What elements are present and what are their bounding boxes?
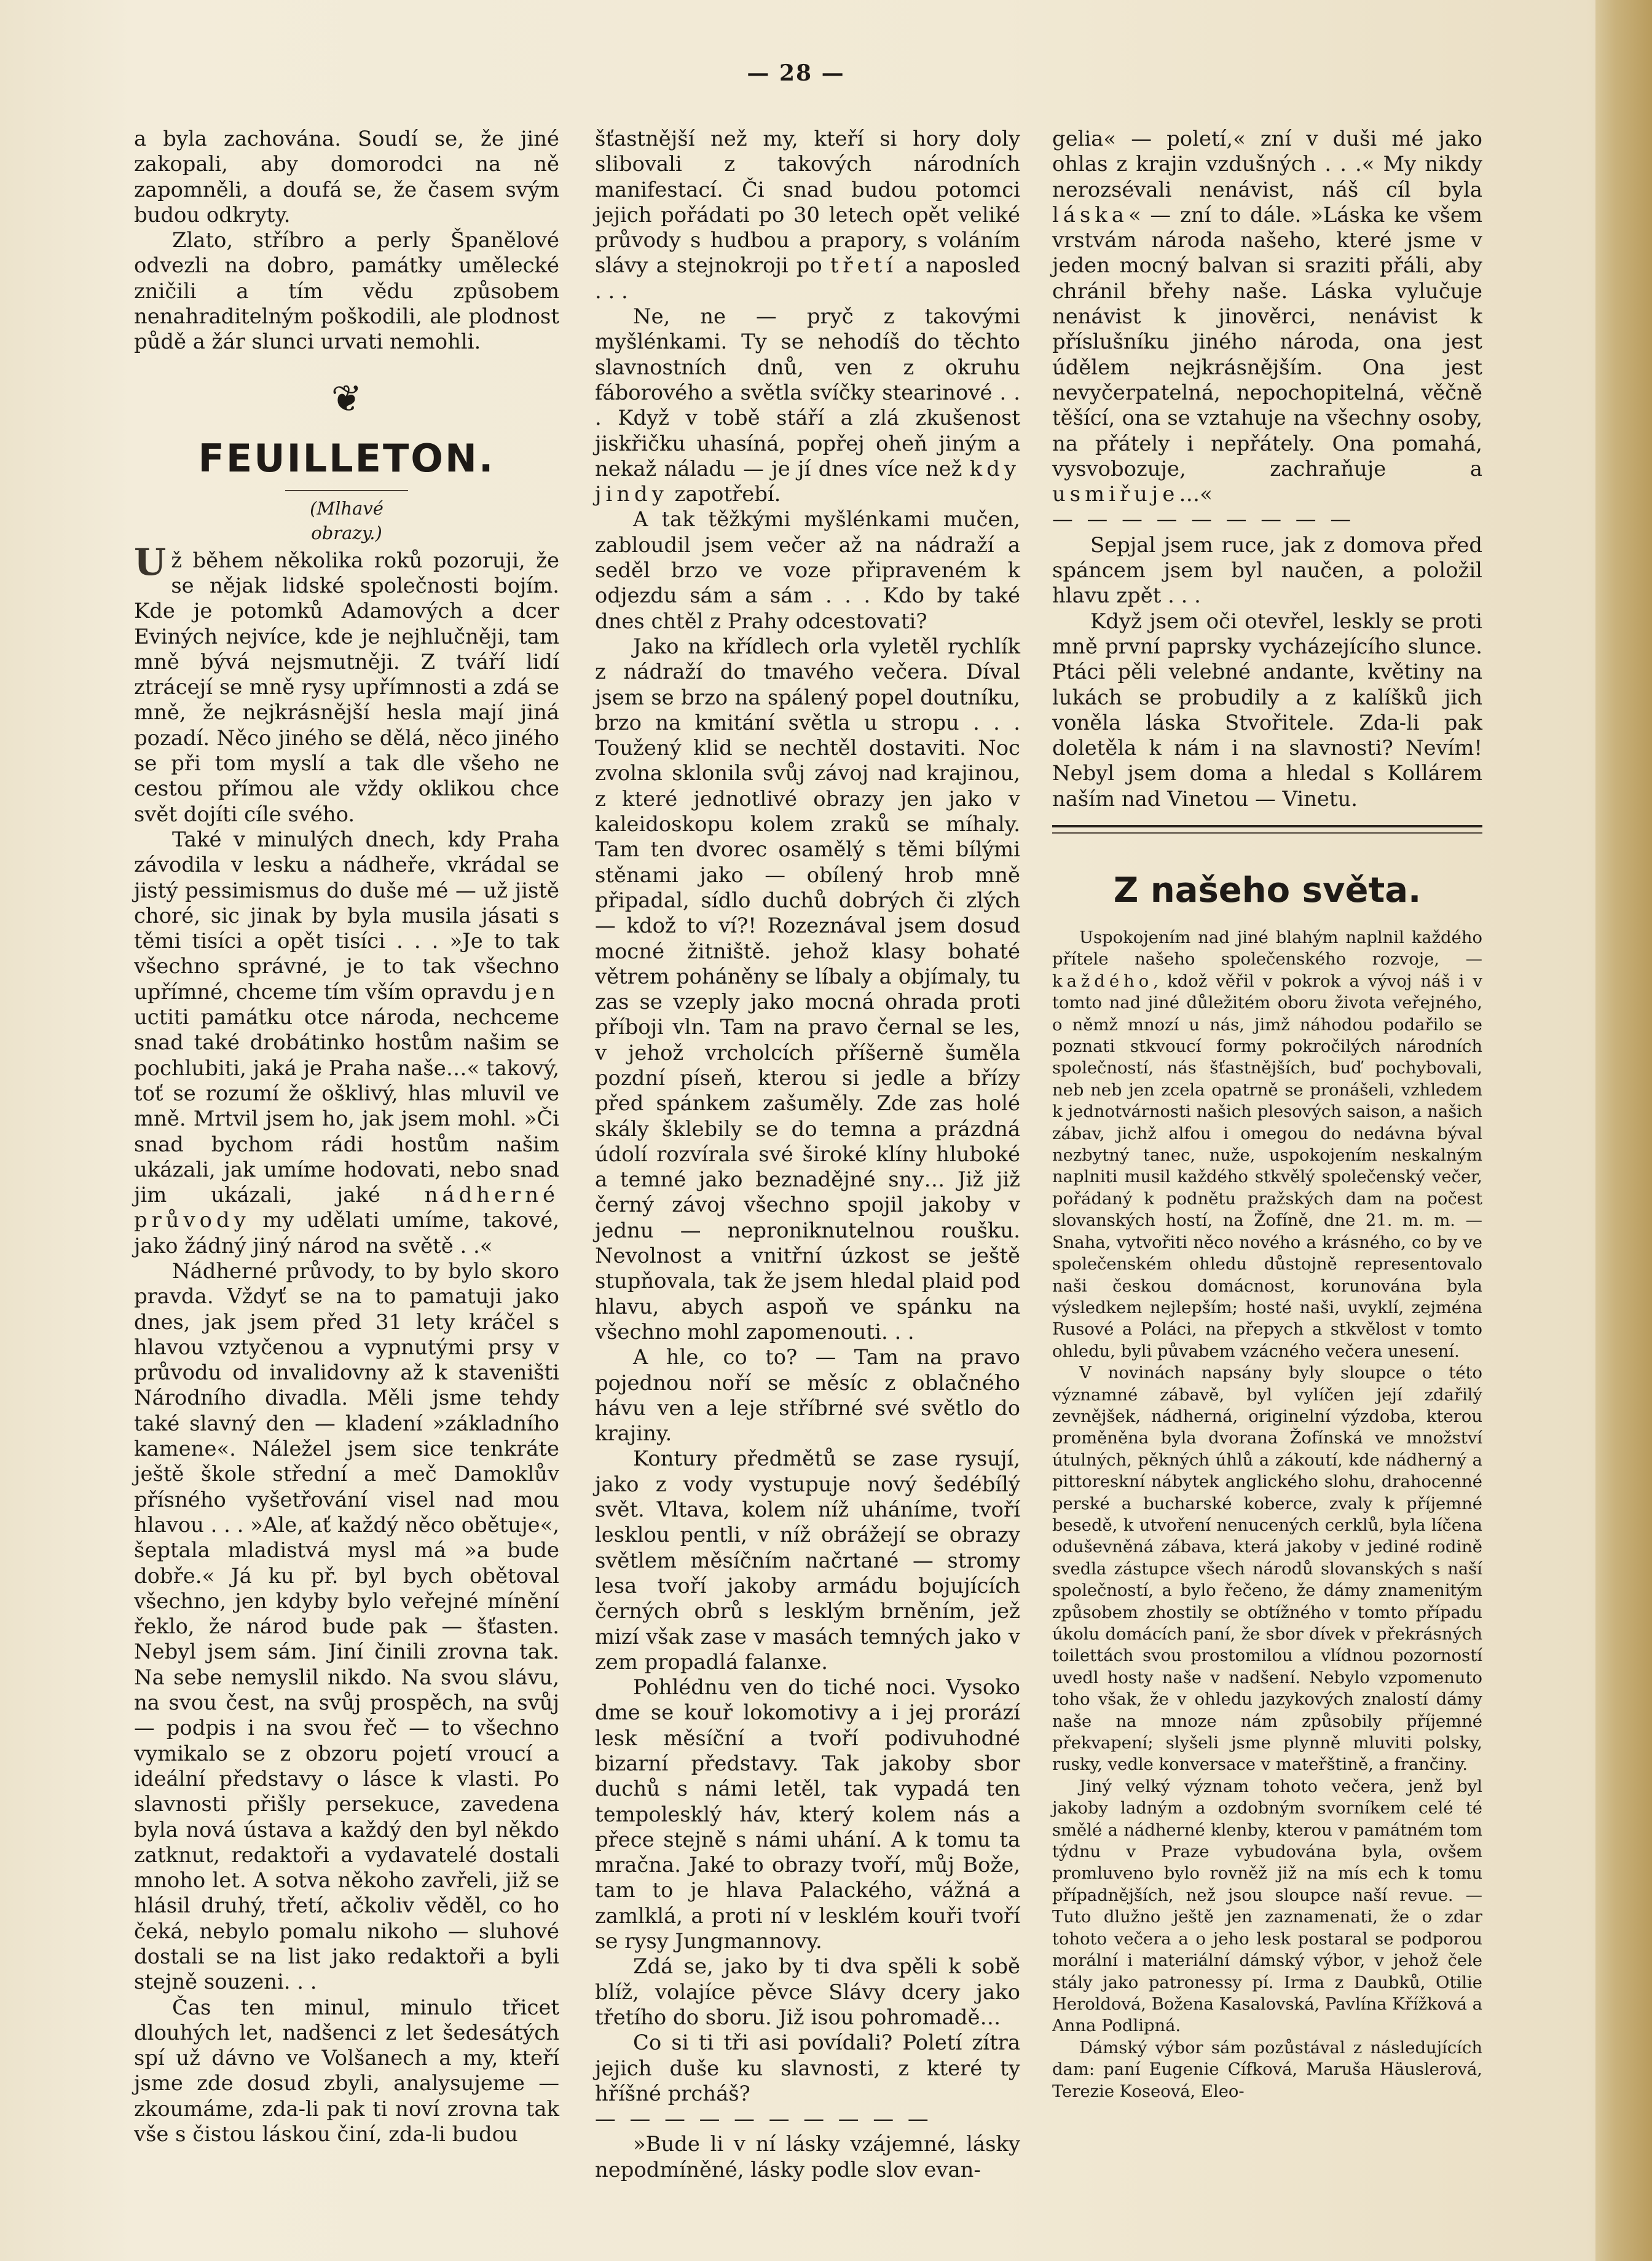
section-body [1052,927,1482,2102]
paragraph: Čas ten minul, minulo třicet dlouhých let, nadšenci z let šedesátých spí už dávno ve Volšanech a my, kteří jsme zde dosud zbyli, analysujeme — zkoumáme, zda-li pak ti noví zrovna tak vše s čistou láskou činí, zda-li budou [134,1995,559,2147]
feuilleton-heading: FEUILLETON. [198,435,495,481]
section-heading: Z našeho světa. [1113,870,1422,911]
paragraph: Kontury předmětů se zase rysují, jako z vody vystupuje nový šedébílý svět. Vltava, kolem níž uháníme, tvoří lesklou pentli, v níž obrážejí se obrazy světlem měsíčním načrtané — stromy lesa tvoří jakoby armádu bojujících černých obrů s lesklým brněním, jež mizí však zase v masách temných jako v zem propadlá falanxe. [595,1446,1020,1674]
paragraph: Dámský výbor sám pozůstával z následujících dam: paní Eugenie Cífková, Maruša Häuslerová, Terezie Koseová, Eleo- [1052,2038,1482,2101]
paragraph: Sepjal jsem ruce, jak z domova před spáncem jsem byl naučen, a položil hlavu zpět . . . [1052,532,1482,608]
paragraph: Jako na křídlech orla vyletěl rychlík z nádraží do tmavého večera. Díval jsem se brzo na spálený popel doutníku, brzo na kmitání světla u stropu . . . Toužený klid se nechtěl dostaviti. Noc zvolna sklonila svůj závoj nad krajinou, z které jednotlivé obrazy jen jako v kaleidoskopu kolem zraků se míhaly. Tam ten dvorec osamělý s těmi bílými stěnami jako — obílený hrob mně připadal, sídlo duchů dobrých či zlých — kdož to ví?! Rozeznával jsem dosud mocné žitniště. jehož klasy bohaté větrem poháněny se líbaly a objímaly, tu zas se vzeply jako mocná ohrada proti příboji vln. Tam na pravo černal se les, v jehož vrcholcích příšerně šuměla pozdní píseň, kterou si jedle a břízy před spánkem zašuměly. Zde zas holé skály šklebily se do temna a prázdná údolí rozvírala své široké klíny hluboké a temné jako beznadějné sny… Již již černý závoj všechno spojil jakoby v jednu — neproniknutelnou roušku. Nevolnost a vnitřní úzkost se ještě stupňovala, tak že jsem hledal plaid pod hlavu, abych aspoň ve spánku na všechno mohl zapomenouti. . . [595,634,1020,1344]
section-divider [1052,825,1482,827]
page-edge [1595,0,1652,2261]
paragraph: Nádherné průvody, to by bylo skoro pravda. Vždyť se na to pamatuji jako dnes, jak jsem před 31 lety kráčel s hlavou vztyčenou a vypnutými prsy v průvodu od invalidovny až k staveništi Národního divadla. Měli jsme tehdy také slavný den — kladení »základního kamene«. Náležel jsem sice tenkráte ještě škole střední a meč Damoklův přísného vyšetřování visel nad mou hlavou . . . »Ale, ať každý něco obětuje«, šeptala mladistvá mysl má »a bude dobře.« Já ku př. byl bych obětoval všechno, jen kdyby bylo veřejné mínění řeklo, že národ bude pak — šťasten. Nebyl jsem sám. Jiní činili zrovna tak. Na sebe nemyslil nikdo. Na svou slávu, na svou čest, na svůj prospěch, na svůj — podpis i na svou řeč — to všechno vymikalo se z obzoru pojetí vroucí a ideální představy o lásce k vlasti. Po slavnosti přišly persekuce, zavedena byla nová ústava a každý den byl někdo zatknut, redaktoři a vydavatelé dostali mnoho let. A sotva někoho zavřeli, již se hlásil druhý, třetí, ačkoliv věděl, co ho čeká, nebylo pomalu nikoho — sluhové dostali se na list jako redaktoři a byli stejně souzeni. . . [134,1258,559,1994]
feuilleton-subtitle: (Mlhavé obrazy.) [285,490,408,545]
column-left [134,126,559,2147]
page-number: — 28 — [747,60,845,86]
paragraph: A tak těžkými myšlénkami mučen, zabloudil jsem večer až na nádraží a seděl brzo ve voze připraveném k odjezdu sám a sám . . . Kdo by také dnes chtěl z Prahy odcestovati? [595,507,1020,633]
paragraph: Zdá se, jako by ti dva spěli k sobě blíž, volajíce pěvce Slávy dcery jako třetího do sboru. Již isou pohromadě… [595,1954,1020,2029]
column-middle [595,126,1020,2182]
column-right [1052,126,1482,2102]
paragraph: A hle, co to? — Tam na pravo pojednou noří se měsíc z oblačného hávu ven a leje stříbrné své světlo do krajiny. [595,1345,1020,1446]
section-divider [1052,832,1482,834]
paragraph: »Bude li v ní lásky vzájemné, lásky nepodmíněné, lásky podle slov evan- [595,2132,1020,2182]
paragraph: Ne, ne — pryč z takovými myšlénkami. Ty se nehodíš do těchto slavnostních dnů, ven z okruhu fáborového a světla svíčky stearinové . . . Když v tobě stáří a zlá zkušenost jiskřičku uhasíná, popřej oheň jiným a nekaž náladu — je jí dnes více než kdy jindy zapotřebí. [595,304,1020,507]
paragraph: Pohlédnu ven do tiché noci. Vysoko dme se kouř lokomotivy a i jej prorází lesk měsíční a tvoří podivuhodné bizarní představy. Tak jakoby sbor duchů s námi letěl, tak vypadá ten tempolesklý háv, který kolem nás a přece stejně s námi uhání. A k tomu ta mračna. Jaké to obrazy tvoří, můj Bože, tam to je hlava Palackého, vážná a zamlklá, a proti ní v lesklém kouři tvoří se rysy Jungmannovy. [595,1675,1020,1954]
dash-separator: — — — — — — — — — [1052,507,1355,532]
drop-cap: U [134,540,167,584]
paragraph: gelia« — poletí,« zní v duši mé jako ohlas z krajin vzdušných . . .« My nikdy nerozsévali nenávist, náš cíl byla láska« — zní to dále. »Láska ke všem vrstvám národa našeho, které jsme v jeden mocný balvan si sraziti přáli, aby chránil břehy naše. Láska vylučuje nenávist k jinověrci, nenávist k příslušníku jiného národa, ona jest údělem nejkrásnějším. Ona jest nevyčerpatelná, nepochopitelná, věčně těšící, ona se vztahuje na všechny osoby, na přátely i nepřátely. Ona pomahá, vysvobozuje, zachraňuje a usmiřuje…« [1052,127,1482,507]
paragraph: Zlato, stříbro a perly Španělové odvezli na dobro, památky umělecké zničili a tím vědu způsobem nenahraditelným poškodili, ale plodnost půdě a žár slunci urvati nemohli. [134,228,559,354]
paragraph: Jiný velký význam tohoto večera, jenž byl jakoby ladným a ozdobným svorníkem celé té smělé a nádherné klenby, kterou v památném tom týdnu v Praze vybudována byla, ovšem promluveno bylo rovněž již na mís ech k tomu případnějších, než jsou sloupce naší revue. — Tuto dlužno ještě jen zaznamenati, že o zdar tohoto večera a o jeho lesk postaral se podporou morální i materiální dámský výbor, v jehož čele stály jako patronessy pí. Irma z Daubků, Otilie Heroldová, Božena Kasalovská, Pavlína Křížková a Anna Podlipná. [1052,1777,1482,2036]
paragraph: Už během několika roků pozoruji, že se nějak lidské společnosti bojím. Kde je potomků Adamových a dcer Eviných nejvíce, kde je nejhlučněji, tam mně bývá nejsmutněji. Z tváří lidí ztrácejí se mně rysy upřímnosti a zdá se mně, že nejkrásnější hesla mají jiná pozadí. Něco jiného se dělá, něco jiného se při tom myslí a tak dle všeho ne cestou přímou ale vždy oklikou chce svět dojíti cíle svého. [134,540,559,826]
paragraph: Také v minulých dnech, kdy Praha závodila v lesku a nádheře, vkrádal se jistý pessimismus do duše mé — už jistě choré, sic jinak by byla musila jásati s těmi tisíci a opět tisíci . . . »Je to tak všechno správné, je to tak všechno upřímné, chceme tím vším opravdu jen uctiti památku otce národa, nechceme snad také drobátinko hostům našim se pochlubiti, jaká je Praha naše…« takový, toť se rozumí že ošklivý, hlas mluvil ve mně. Mrtvil jsem ho, jak jsem mohl. »Či snad bychom rádi hostům našim ukázali, jak umíme hodovati, nebo snad jim ukázali, jaké nádherné průvody my udělati umíme, takové, jako žádný jiný národ na světě . .« [134,827,559,1258]
paragraph: V novinách napsány byly sloupce o této významné zábavě, byl vylíčen její zdařilý zevnějšek, nádherná, originelní výzdoba, kterou proměněna byla dvorana Žofínská ve množství útulných, pěkných úhlů a zákoutí, kde nádherný a pittoreskní nábytek anglického slohu, drahocenné perské a bucharské koberce, zvaly k příjemné besedě, k utvoření nenucených cerklů, byla líčena oduševněná zábava, která jakoby v jediné rodině svedla zástupce všech národů slovanských s naší společností, a bylo řečeno, že dámy znamenitým způsobem zhostily se obtížného v tomto případu úkolu domácích paní, že sbor dívek v překrásných toilettách svou prostomilou a vlídnou pozorností uvedl hosty naše v nadšení. Nebylo vzpomenuto toho však, že v ohledu jazykových znalostí dámy naše na mnoze nám způsobily příjemné překvapení; slyšeli jsme plynně mluviti polsky, rusky, vedle konversace v mateřštině, a frančiny. [1052,1363,1482,1775]
ornament-icon: ❦ [331,377,363,420]
paragraph: Když jsem oči otevřel, leskly se proti mně první paprsky vycházejícího slunce. Ptáci pěli velebné andante, květiny na lukách se probudily a z kalíšků jich voněla láska Stvořitele. Zda-li pak doletěla k nám i na slavnosti? Nevím! Nebyl jsem doma a hledal s Kollárem naším nad Vinetou — Vinetu. [1052,609,1482,811]
paragraph: a byla zachována. Soudí se, že jiné zakopali, aby domorodci na ně zapomněli, a doufá se, že časem svým budou odkryty. [134,127,559,227]
paragraph: Uspokojením nad jiné blahým naplnil každého přítele našeho společenského rozvoje, — každého, kdož věřil v pokrok a vývoj náš i v tomto nad jiné důležitém oboru života veřejného, o němž mnozí u nás, jimž náhodou podařilo se poznati stkvoucí formy pokročilých národních společností, nás šťastnějších, buď pochybovali, neb neb jen zcela opatrně se pronášeli, vzhledem k jednotvárnosti našich plesových saison, a našich zábav, jichž alfou i omegou do nedávna býval nezbytný tanec, nuže, uspokojením neskalným naplniti musil každého stkvělý společenský večer, pořádaný k podnětu pražských dam na počest slovanských hostí, na Žofíně, dne 21. m. m. — Snaha, vytvořiti něco nového a krásného, co by ve společenském ohledu důstojně representovalo naši českou domácnost, korunována byla výsledkem nejlepším; hosté naši, uvyklí, zejména Rusové a Poláci, na přepych a stkvělost v tomto ohledu, byli půvabem vzácného večera unesení. [1052,928,1482,1361]
paragraph: šťastnější než my, kteří si hory doly slibovali z takových národních manifestací. Či snad budou potomci jejich pořádati po 30 letech opět veliké průvody s hudbou a prapory, s voláním slávy a stejnokroji po třetí a naposled . . . [595,127,1021,303]
paragraph: Co si ti tři asi povídali? Poletí zítra jejich duše ku slavnosti, z které ty hříšné prcháš? [595,2030,1020,2105]
dash-separator: — — — — — — — — — — [595,2107,932,2131]
